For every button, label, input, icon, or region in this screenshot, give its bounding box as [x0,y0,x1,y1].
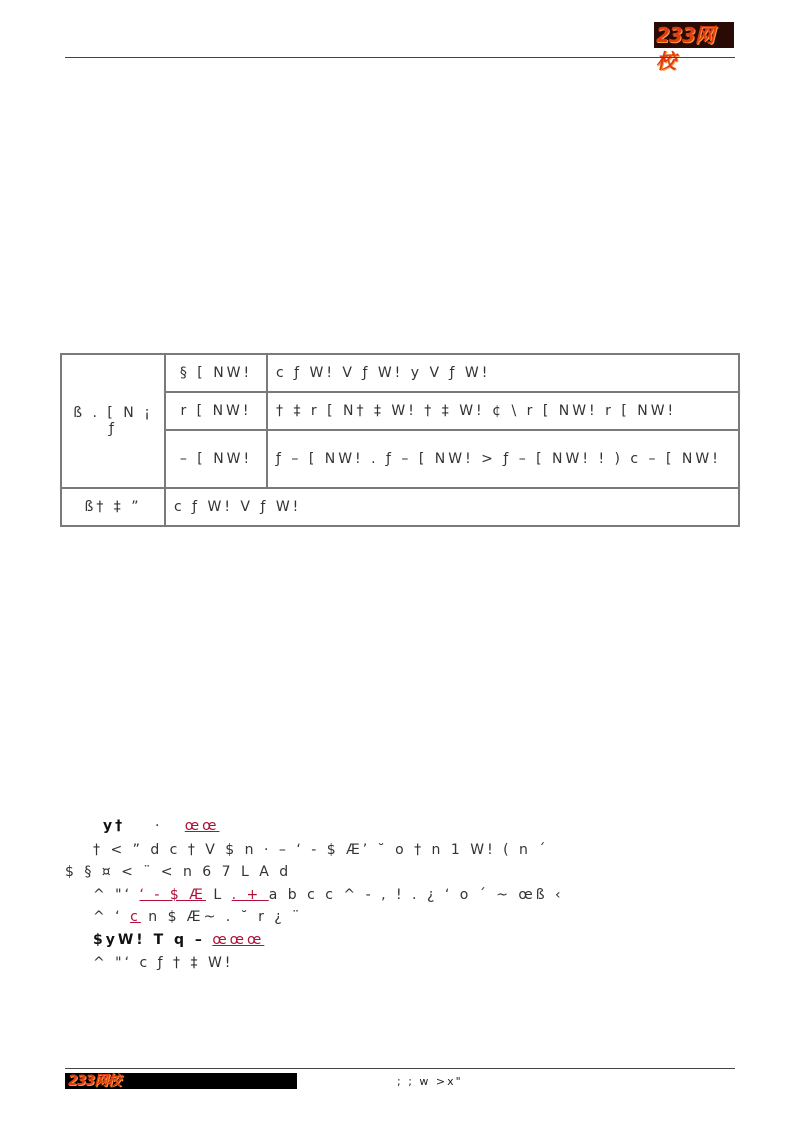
body-line [65,932,773,948]
footer-logo: 233网校 [68,1073,121,1089]
table-row-label: § [ NW! [165,354,267,392]
body-line [65,909,773,925]
info-table [60,353,740,527]
table-row-content: ƒ – [ NW! . ƒ – [ NW! > ƒ – [ NW! ! ) c – [ NW! [267,430,739,488]
footer-divider [65,1068,735,1069]
table-row-content: c ƒ W! V ƒ W! y V ƒ W! [267,354,739,392]
page-number: ; ; w >x" [397,1075,463,1088]
body-link[interactable]: œœœ [212,932,265,948]
table-row-label: r [ NW! [165,392,267,430]
header-divider [65,57,735,58]
body-line: ^ "‘ c ƒ † ‡ W! [93,955,234,971]
table-row-label: ß† ‡ ” [61,488,165,526]
body-line: $ § ¤ < ¨ < n 6 7 L A d [65,864,292,880]
brand-logo: 233网校 [654,22,734,48]
table-row-label: – [ NW! [165,430,267,488]
body-text: ^ ‘ [93,909,123,925]
body-link[interactable]: . + [231,887,269,903]
body-link[interactable]: ‘ - $ Æ [139,887,206,903]
body-line [65,887,773,903]
table-group-label: ß . [ N ¡ ƒ [61,354,165,488]
body-link[interactable]: œœ [184,818,220,834]
table-row [61,488,739,526]
body-text: L [213,887,232,903]
body-text: a b c c ^ - , ! . ¿ ‘ o ´ ~ œß ‹ [268,887,564,903]
body-line: † < ” d c † V $ n · – ‘ - $ Æ’ ˘ o † n 1 W! ( n ´ [93,842,549,858]
body-line [65,818,783,834]
body-text: n $ Æ~ . ˘ r ¿ ¨ [148,909,303,925]
body-text: ^ "‘ [93,887,133,903]
table-row-content: c ƒ W! V ƒ W! [165,488,739,526]
body-heading: $yW! T q – [93,932,205,948]
table-row [61,354,739,392]
body-heading: y† [103,818,126,834]
table-row-content: † ‡ r [ N† ‡ W! † ‡ W! ¢ \ r [ NW! r [ NW! [267,392,739,430]
body-text: · [154,818,163,834]
body-link[interactable]: c [130,909,141,925]
